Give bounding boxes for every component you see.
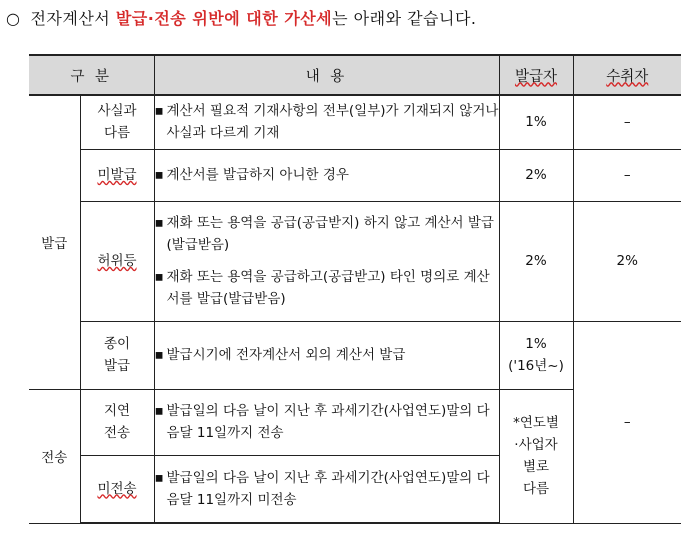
row-label: 종이 발급 [80, 321, 154, 389]
row-content: ▪ 발급일의 다음 날이 지난 후 과세기간(사업연도)말의 다음달 11일까지 전송 [154, 389, 499, 455]
recipient-rate: – [573, 149, 681, 201]
issuer-rate: 2% [499, 149, 573, 201]
recipient-rate-merged: – [573, 321, 681, 523]
heading-text-start: 전자계산서 [30, 9, 116, 28]
row-label: 허위등 [80, 201, 154, 321]
row-content: ▪ 계산서 필요적 기재사항의 전부(일부)가 기재되지 않거나 사실과 다르게 기재 [154, 95, 499, 149]
table-row [29, 321, 681, 389]
table-row [29, 95, 681, 149]
header-content: 내 용 [154, 55, 499, 95]
row-content: ▪ 계산서를 발급하지 아니한 경우 [154, 149, 499, 201]
circle-bullet-icon: ○ [6, 9, 21, 28]
heading-text-end: 는 아래와 같습니다. [332, 9, 477, 28]
table-row [29, 149, 681, 201]
row-label: 미전송 [80, 455, 154, 523]
row-content: ▪ 재화 또는 용역을 공급(공급받지) 하지 않고 계산서 발급(발급받음) ▪ 재화 또는 용역을 공급하고(공급받고) 타인 명의로 계산서를 발급(발급받음) [154, 201, 499, 321]
header-category: 구 분 [29, 55, 154, 95]
group-transmission: 전송 [29, 389, 80, 523]
header-issuer: 발급자 [499, 55, 573, 95]
recipient-rate: – [573, 95, 681, 149]
header-recipient: 수취자 [573, 55, 681, 95]
row-content: ▪ 발급일의 다음 날이 지난 후 과세기간(사업연도)말의 다음달 11일까지 미전송 [154, 455, 499, 523]
row-label: 지연 전송 [80, 389, 154, 455]
recipient-rate: 2% [573, 201, 681, 321]
penalty-table [29, 54, 681, 524]
page-heading [6, 8, 477, 30]
heading-accent-text: 발급·전송 위반에 대한 가산세 [115, 9, 333, 28]
table-row [29, 201, 681, 321]
row-content: ▪ 발급시기에 전자계산서 외의 계산서 발급 [154, 321, 499, 389]
group-issuance: 발급 [29, 95, 80, 389]
issuer-rate-transmission: *연도별 ·사업자 별로 다름 [499, 389, 573, 523]
issuer-rate: 1% ('16년~) [499, 321, 573, 389]
issuer-rate: 2% [499, 201, 573, 321]
row-label: 미발급 [80, 149, 154, 201]
row-label: 사실과 다름 [80, 95, 154, 149]
issuer-rate: 1% [499, 95, 573, 149]
table-header-row [29, 55, 681, 95]
